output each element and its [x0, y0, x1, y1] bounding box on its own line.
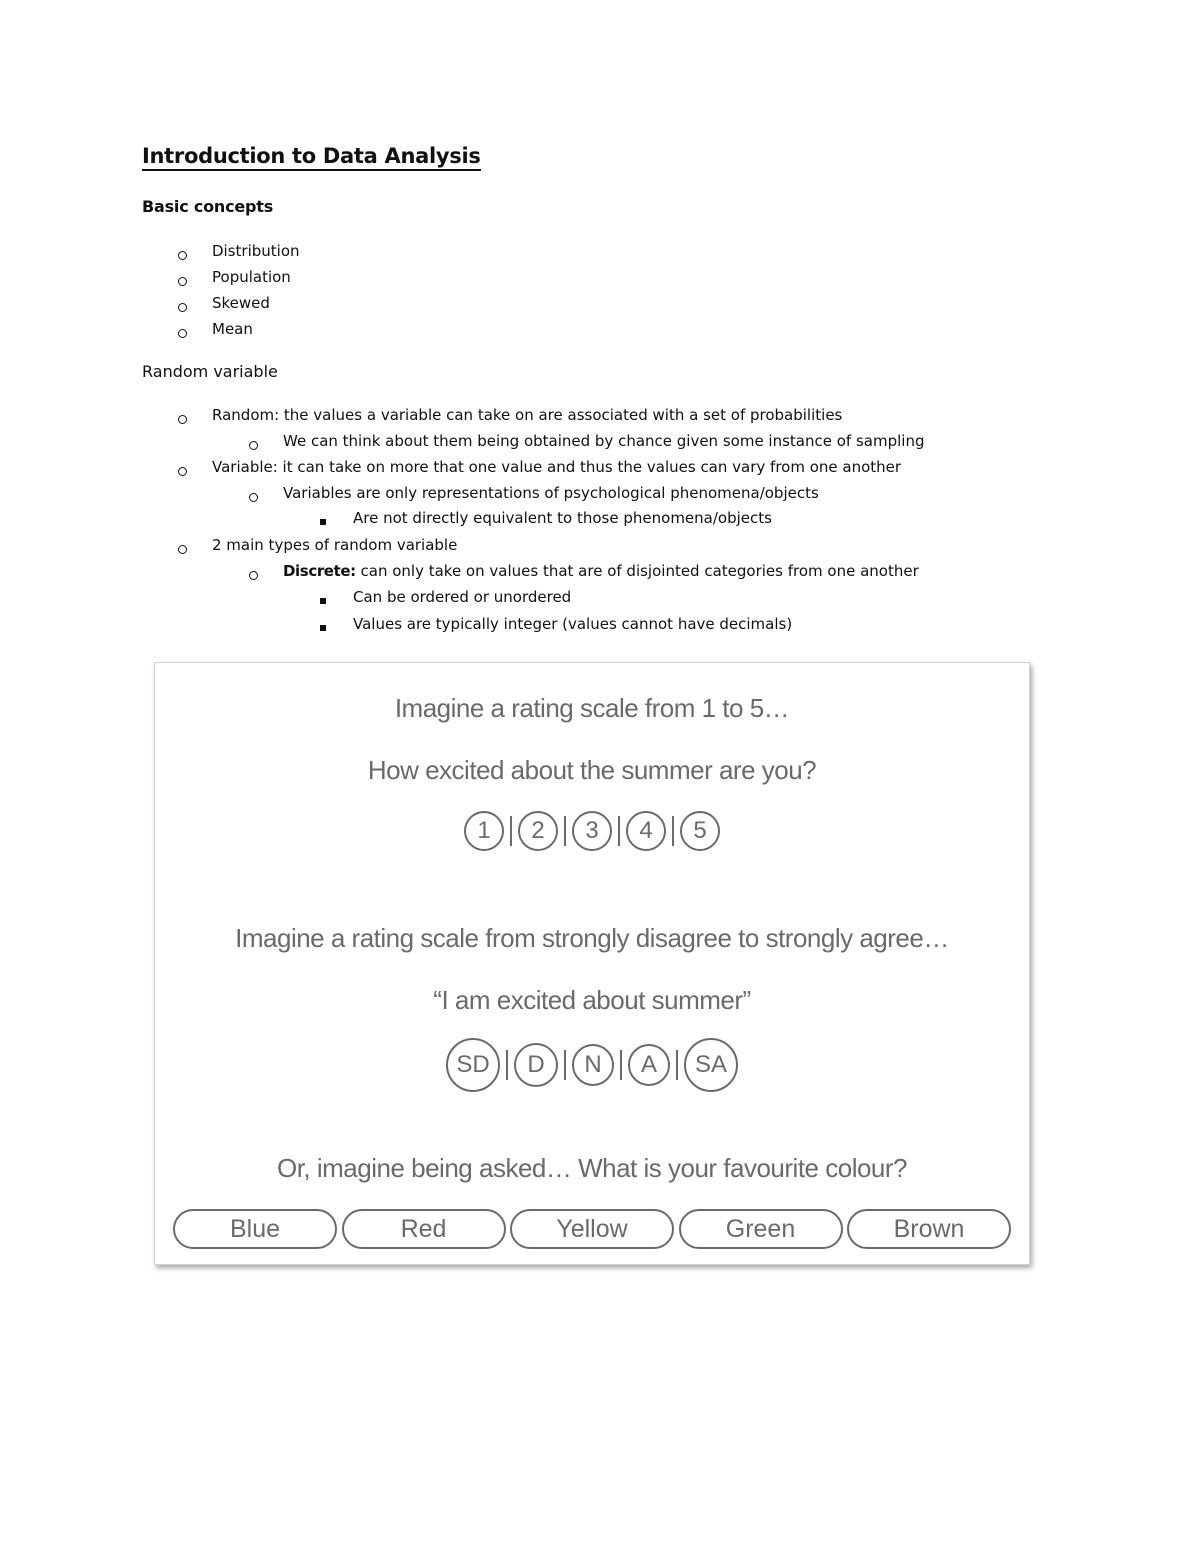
circle-bullet-icon	[178, 324, 187, 342]
rating-scale-figure	[154, 662, 1030, 1265]
list-item: Skewed	[212, 294, 270, 312]
scale-separator	[564, 816, 566, 846]
discrete-definition: can only take on values that are of disjointed categories from one another	[355, 562, 919, 580]
figure-line-3: Imagine a rating scale from strongly disagree to strongly agree…	[235, 923, 949, 953]
scale-separator	[510, 816, 512, 846]
list-item: Are not directly equivalent to those phenomena/objects	[353, 509, 772, 527]
list-item: Population	[212, 268, 291, 286]
list-item: Variable: it can take on more that one value and thus the values can vary from one another	[212, 458, 902, 476]
colour-option-green: Green	[679, 1209, 843, 1249]
list-item	[283, 562, 919, 580]
scale-option: 2	[518, 811, 558, 851]
colour-option-yellow: Yellow	[510, 1209, 674, 1249]
square-bullet-icon	[320, 511, 326, 529]
scale-option: N	[572, 1044, 614, 1086]
list-item: We can think about them being obtained by chance given some instance of sampling	[283, 432, 925, 450]
colour-option-red: Red	[342, 1209, 506, 1249]
scale-option: A	[628, 1044, 670, 1086]
scale-separator	[564, 1050, 566, 1080]
scale-separator	[620, 1050, 622, 1080]
square-bullet-icon	[320, 590, 326, 608]
colour-option-blue: Blue	[173, 1209, 337, 1249]
circle-bullet-icon	[178, 246, 187, 264]
scale-option: 1	[464, 811, 504, 851]
scale-separator	[672, 816, 674, 846]
square-bullet-icon	[320, 617, 326, 635]
list-item: Can be ordered or unordered	[353, 588, 572, 606]
figure-line-4: “I am excited about summer”	[433, 985, 751, 1015]
page-title: Introduction to Data Analysis	[142, 144, 481, 171]
scale-option: 3	[572, 811, 612, 851]
circle-bullet-icon	[178, 540, 187, 558]
list-item: Mean	[212, 320, 253, 338]
colour-option-brown: Brown	[847, 1209, 1011, 1249]
list-item: Variables are only representations of psychological phenomena/objects	[283, 484, 819, 502]
circle-bullet-icon	[249, 488, 258, 506]
colour-options	[173, 1209, 1011, 1249]
section-heading-random-variable: Random variable	[142, 362, 278, 381]
agreement-rating-scale	[155, 1038, 1029, 1092]
section-heading-basic-concepts: Basic concepts	[142, 197, 274, 216]
figure-line-5: Or, imagine being asked… What is your favourite colour?	[276, 1153, 908, 1183]
figure-line-1: Imagine a rating scale from 1 to 5…	[394, 693, 790, 723]
circle-bullet-icon	[249, 566, 258, 584]
scale-option: 5	[680, 811, 720, 851]
list-item: 2 main types of random variable	[212, 536, 458, 554]
term-discrete: Discrete:	[283, 562, 356, 580]
scale-separator	[506, 1050, 508, 1080]
scale-option: SA	[684, 1038, 738, 1092]
scale-separator	[618, 816, 620, 846]
figure-line-2: How excited about the summer are you?	[367, 755, 817, 785]
list-item: Distribution	[212, 242, 300, 260]
circle-bullet-icon	[178, 410, 187, 428]
scale-separator	[676, 1050, 678, 1080]
list-item: Random: the values a variable can take on are associated with a set of probabilities	[212, 406, 843, 424]
list-item: Values are typically integer (values cannot have decimals)	[353, 615, 793, 633]
scale-option: SD	[446, 1038, 500, 1092]
scale-option: D	[514, 1043, 558, 1087]
circle-bullet-icon	[178, 462, 187, 480]
circle-bullet-icon	[249, 436, 258, 454]
circle-bullet-icon	[178, 272, 187, 290]
scale-option: 4	[626, 811, 666, 851]
circle-bullet-icon	[178, 298, 187, 316]
numeric-rating-scale	[155, 811, 1029, 851]
